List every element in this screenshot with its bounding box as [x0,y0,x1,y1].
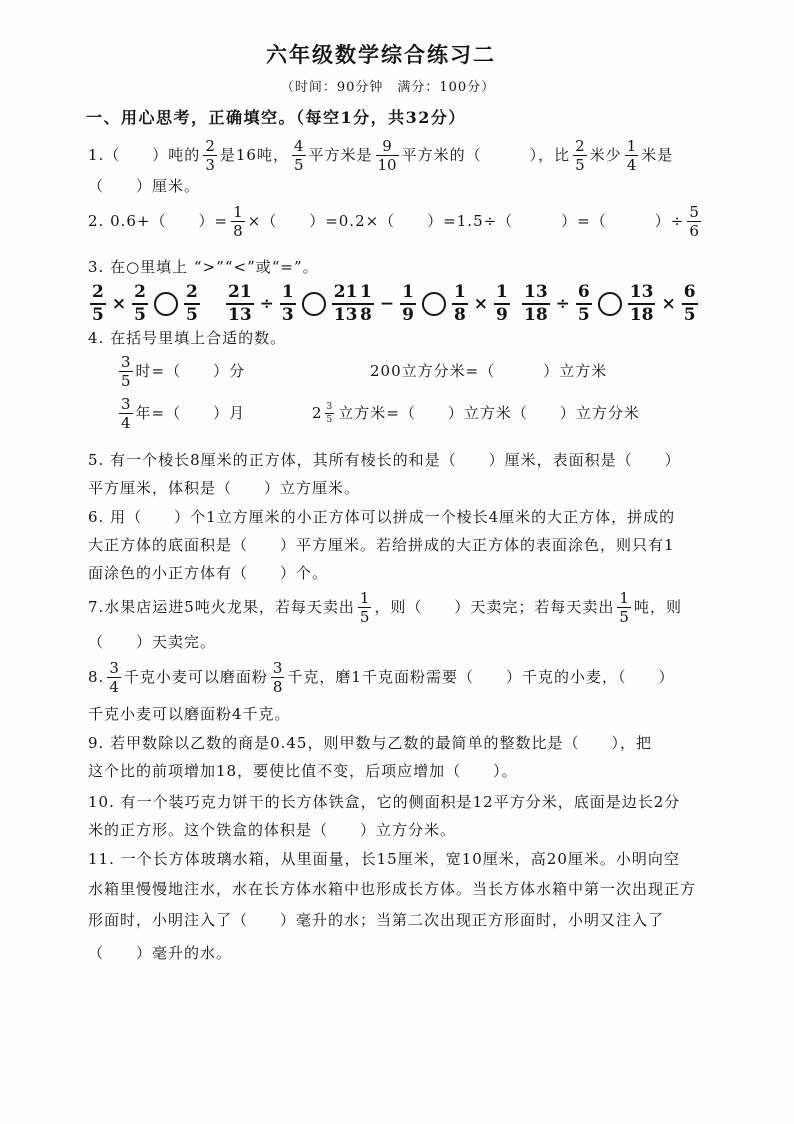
fraction-numerator: 6 [577,282,590,302]
text: （ ）厘米。 [88,177,201,195]
fraction [494,283,510,325]
text: 平方米是 [308,146,373,164]
fraction [573,138,587,173]
fraction-numerator: 21 [228,282,252,302]
text: 吨，则 [633,598,682,616]
fraction-denominator: 10 [377,155,397,174]
fraction [119,396,133,431]
fraction [625,138,639,173]
question-3-line-2-item-4 [520,282,700,325]
text: × [661,294,676,314]
text: （ ）天卖完。 [88,633,217,651]
text: 米的正方形。这个铁盒的体积是（ ）立方分米。 [88,821,457,839]
fraction-numerator: 3 [272,658,283,677]
fraction [226,283,254,325]
question-3-line-2-item-1 [88,282,202,325]
fraction [280,283,296,325]
fraction-numerator: 1 [453,282,466,302]
fraction [687,204,701,239]
fraction-denominator: 5 [619,607,629,626]
fraction-numerator: 4 [293,136,304,155]
text: 年=（ ）月 [135,404,246,422]
fraction-denominator: 8 [453,305,466,325]
question-3-line-1 [88,255,319,279]
question-8-line-1 [88,658,675,696]
mixed-number [312,401,336,425]
text: 4. 在括号里填上合适的数。 [88,329,287,347]
fraction [682,283,698,325]
fraction-numerator: 1 [233,202,243,221]
fraction-denominator: 4 [121,413,131,432]
text: 11. 一个长方体玻璃水箱，从里面量，长15厘米，宽10厘米，高20厘米。小明向空 [88,850,680,868]
fraction [400,283,416,325]
question-8-line-2 [88,702,291,726]
text: 面涂色的小正方体有（ ）个。 [88,564,329,582]
fraction-numerator: 1 [281,282,294,302]
fraction-denominator: 8 [360,305,372,325]
fraction-denominator: 3 [281,305,294,325]
fraction-denominator: 5 [92,305,104,325]
text: 2. 0.6+（ ）= [88,212,229,230]
text: 大正方体的底面积是（ ）平方厘米。若给拼成的大正方体的表面涂色，则只有1 [88,536,675,554]
fraction [184,283,200,325]
text: × [111,294,127,314]
fraction [576,283,592,325]
fraction-numerator: 3 [121,394,131,413]
text: 千克小麦可以磨面粉4千克。 [88,705,291,723]
fraction-numerator: 2 [205,136,215,155]
fraction-numerator: 13 [524,282,548,302]
fraction-numerator: 1 [496,282,508,302]
question-2-line-1 [88,202,704,240]
question-6-line-2 [88,533,675,557]
fraction [452,283,468,325]
fraction-numerator: 1 [626,136,637,155]
text: 千克小麦可以磨面粉 [123,668,268,686]
fraction-numerator: 3 [121,352,131,371]
question-11-line-2 [88,877,696,901]
compare-circle [598,292,622,316]
fraction-numerator: 2 [185,282,198,302]
question-5-line-2 [88,476,360,500]
text: 3. 在○里填上 “>”“<”或“=”。 [88,258,319,276]
compare-circle [302,292,326,316]
fraction [231,204,245,239]
question-11-line-4 [88,941,232,965]
fraction [132,283,148,325]
fraction-denominator: 5 [683,305,696,325]
fraction [358,590,372,625]
question-1-line-2 [88,174,200,198]
fraction [358,283,374,325]
fraction-denominator: 5 [121,371,131,390]
exam-info: （时间：90分钟 满分：100分） [280,80,496,95]
question-11-line-3 [88,908,664,932]
whole-number: 2 [312,404,323,422]
fraction [617,590,631,625]
question-4-line-3-item-1 [116,394,246,432]
fraction-denominator: 8 [272,677,283,696]
text: 9. 若甲数除以乙数的商是0.45，则甲数与乙数的最简单的整数比是（ ），把 [88,734,652,752]
section-heading: 一、用心思考，正确填空。（每空1分，共32分） [86,108,466,127]
fraction-numerator: 3 [326,401,333,412]
fraction-numerator: 13 [629,282,654,302]
text: × [473,294,489,314]
fraction-numerator: 1 [619,588,629,607]
fraction [107,660,121,695]
fraction-denominator: 5 [359,607,370,626]
compare-circle [422,292,446,316]
text: ，则（ ）天卖完；若每天卖出 [374,598,615,616]
text: 平方厘米，体积是（ ）立方厘米。 [88,479,361,497]
text: 8. [88,668,105,686]
fraction [90,283,106,325]
question-5-line-1 [88,448,681,472]
fraction [292,138,306,173]
text: 6. 用（ ）个1立方厘米的小正方体可以拼成一个棱长4厘米的大正方体，拼成的 [88,508,676,526]
fraction [271,660,285,695]
question-4-line-2-item-2 [370,359,607,383]
text: 平方米的（ ），比 [401,146,571,164]
question-7-line-1 [88,588,682,626]
question-4-line-3-item-2 [310,401,640,425]
compare-circle [154,292,178,316]
text: 是16吨， [219,146,289,164]
fraction-denominator: 8 [233,221,243,240]
fraction-numerator: 2 [575,136,585,155]
question-7-line-2 [88,630,216,654]
fraction-denominator: 5 [326,414,333,425]
fraction-numerator: 2 [134,282,146,302]
fraction-denominator: 4 [109,677,119,696]
fraction-denominator: 13 [333,305,358,325]
fraction [522,283,550,325]
question-3-line-2-item-3 [356,282,512,325]
question-11-line-1 [88,847,680,871]
fraction-denominator: 3 [205,155,215,174]
question-4-line-1 [88,326,286,350]
text: 7.水果店运进5吨火龙果，若每天卖出 [88,598,355,616]
text: 这个比的前项增加18，要使比值不变，后项应增加（ ）。 [88,762,518,780]
fraction-denominator: 5 [575,155,585,174]
fraction-denominator: 5 [293,155,304,174]
text: 立方米=（ ）立方米（ ）立方分米 [338,404,640,422]
text: − [379,294,395,314]
text: ×（ ）=0.2×（ ）=1.5÷（ ）=（ ）÷ [247,212,685,230]
text: 米是 [641,146,674,164]
question-9-line-1 [88,731,652,755]
fraction [376,138,399,173]
text: 200立方分米=（ ）立方米 [370,362,608,380]
fraction [119,354,133,389]
fraction-denominator: 5 [185,305,198,325]
question-4-line-2-item-1 [116,352,246,390]
text: 水箱里慢慢地注水，水在长方体水箱中也形成长方体。当长方体水箱中第一次出现正方 [88,880,697,898]
text: 时=（ ）分 [135,362,246,380]
fraction-denominator: 9 [496,305,508,325]
fraction [203,138,217,173]
text: ÷ [555,294,570,314]
fraction-denominator: 18 [629,305,654,325]
question-6-line-1 [88,505,675,529]
fraction-denominator: 5 [577,305,590,325]
question-10-line-1 [88,790,680,814]
fraction-denominator: 5 [134,305,146,325]
question-1-line-1 [88,136,674,174]
text: ÷ [259,294,274,314]
fraction-denominator: 18 [524,305,548,325]
question-3-line-2-item-2 [224,282,361,325]
text: 形面时，小明注入了（ ）毫升的水；当第二次出现正方形面时，小明又注入了 [88,911,665,929]
question-6-line-3 [88,561,328,585]
fraction-denominator: 6 [689,221,699,240]
text: 千克，磨1千克面粉需要（ ）千克的小麦，（ ） [287,668,675,686]
text: 5. 有一个棱长8厘米的正方体，其所有棱长的和是（ ）厘米，表面积是（ ） [88,451,681,469]
fraction-numerator: 3 [109,658,119,677]
fraction-numerator: 5 [689,202,699,221]
text: 1.（ ）吨的 [88,146,201,164]
question-9-line-2 [88,759,518,783]
fraction-numerator: 1 [360,282,372,302]
text: 米少 [589,146,622,164]
fraction-numerator: 6 [683,282,696,302]
fraction-numerator: 1 [359,588,370,607]
text: （ ）毫升的水。 [88,944,233,962]
fraction-denominator: 4 [626,155,637,174]
fraction-numerator: 21 [333,282,358,302]
fraction-denominator: 13 [228,305,252,325]
fraction-numerator: 2 [92,282,104,302]
fraction [628,283,656,325]
question-10-line-2 [88,818,456,842]
text: 10. 有一个装巧克力饼干的长方体铁盒，它的侧面积是12平方分米，底面是边长2分 [88,793,681,811]
fraction-numerator: 1 [402,282,414,302]
worksheet-title: 六年级数学综合练习二 [266,42,496,67]
fraction-denominator: 9 [402,305,414,325]
fraction-numerator: 9 [382,136,392,155]
fraction [325,402,335,425]
